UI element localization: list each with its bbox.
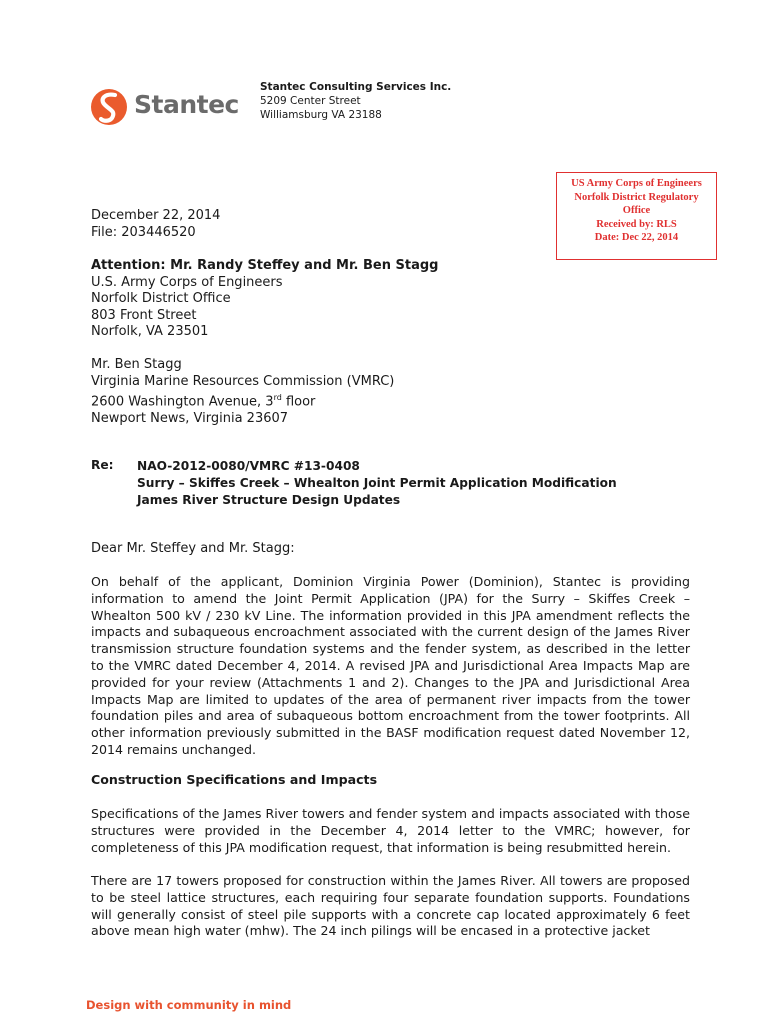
recipient-name: Mr. Ben Stagg xyxy=(91,357,182,372)
address-line: Norfolk District Office xyxy=(91,291,231,306)
stamp-line: Received by: RLS xyxy=(596,218,677,230)
stamp-line: Office xyxy=(622,205,651,217)
footer-tagline: Design with community in mind xyxy=(86,998,292,1012)
stamp-line: Date: Dec 22, 2014 xyxy=(594,232,679,244)
recipient-block-2 xyxy=(91,357,394,427)
salutation: Dear Mr. Steffey and Mr. Stagg: xyxy=(91,541,295,556)
stamp-line: Norfolk District Regulatory xyxy=(574,191,699,203)
address-line: U.S. Army Corps of Engineers xyxy=(91,274,283,290)
re-line: Surry – Skiffes Creek – Whealton Joint Permit Application Modification xyxy=(137,476,617,490)
date-block xyxy=(91,207,220,241)
recipient-block-1 xyxy=(91,258,438,341)
received-stamp xyxy=(556,172,717,260)
logo-wordmark: Stantec xyxy=(134,90,239,119)
recipient-street: 2600 Washington Avenue, 3rd floor xyxy=(91,393,316,410)
section-heading: Construction Specifications and Impacts xyxy=(91,772,378,787)
file-number: File: 203446520 xyxy=(91,225,196,240)
re-subject xyxy=(137,458,617,509)
address-line: 803 Front Street xyxy=(91,307,197,323)
letter-date: December 22, 2014 xyxy=(91,208,221,223)
company-city: Williamsburg VA 23188 xyxy=(260,109,382,121)
company-name: Stantec Consulting Services Inc. xyxy=(260,81,452,93)
attention-line: Attention: Mr. Randy Steffey and Mr. Ben Stagg xyxy=(91,258,439,273)
company-street: 5209 Center Street xyxy=(260,95,361,107)
re-line: James River Structure Design Updates xyxy=(137,493,401,507)
re-line: NAO-2012-0080/VMRC #13-0408 xyxy=(137,459,360,473)
recipient-city: Newport News, Virginia 23607 xyxy=(91,410,289,426)
body-paragraph-3: There are 17 towers proposed for construction within the James River. All towers are proposed to be steel lattice structures, each requiring four separate foundation supports. Foundations will generally consist of steel pile supports with a concrete cap located approximately 6 feet above mean high water (mhw). The 24 inch pilings will be encased in a protective jacket xyxy=(91,873,690,939)
body-paragraph-2: Specifications of the James River towers and fender system and impacts associated with those structures were provided in the December 4, 2014 letter to the VMRC; however, for completeness of this JPA modification request, that information is being resubmitted herein. xyxy=(91,806,690,855)
body-paragraph-1: On behalf of the applicant, Dominion Virginia Power (Dominion), Stantec is providing information to amend the Joint Permit Application (JPA) for the Surry – Skiffes Creek – Whealton 500 kV / 230 kV Line. The information provided in this JPA amendment reflects the impacts and subaqueous encroachment associated with the current design of the James River transmission structure foundation systems and the fender system, as described in the letter to the VMRC dated December 4, 2014. A revised JPA and Jurisdictional Area Impacts Map are provided for your review (Attachments 1 and 2). Changes to the JPA and Jurisdictional Area Impacts Map are limited to updates of the area of permanent river impacts from the tower foundation piles and area of subaqueous bottom encroachment from the tower footprints. All other information previously submitted in the BASF modification request dated November 12, 2014 remains unchanged. xyxy=(91,574,690,757)
stamp-line: US Army Corps of Engineers xyxy=(571,178,702,189)
company-address xyxy=(260,80,451,122)
address-line: Norfolk, VA 23501 xyxy=(91,324,209,339)
stantec-logo-icon xyxy=(90,86,130,128)
recipient-org: Virginia Marine Resources Commission (VMRC) xyxy=(91,373,395,389)
stantec-logo xyxy=(90,86,240,130)
re-label: Re: xyxy=(91,458,114,472)
